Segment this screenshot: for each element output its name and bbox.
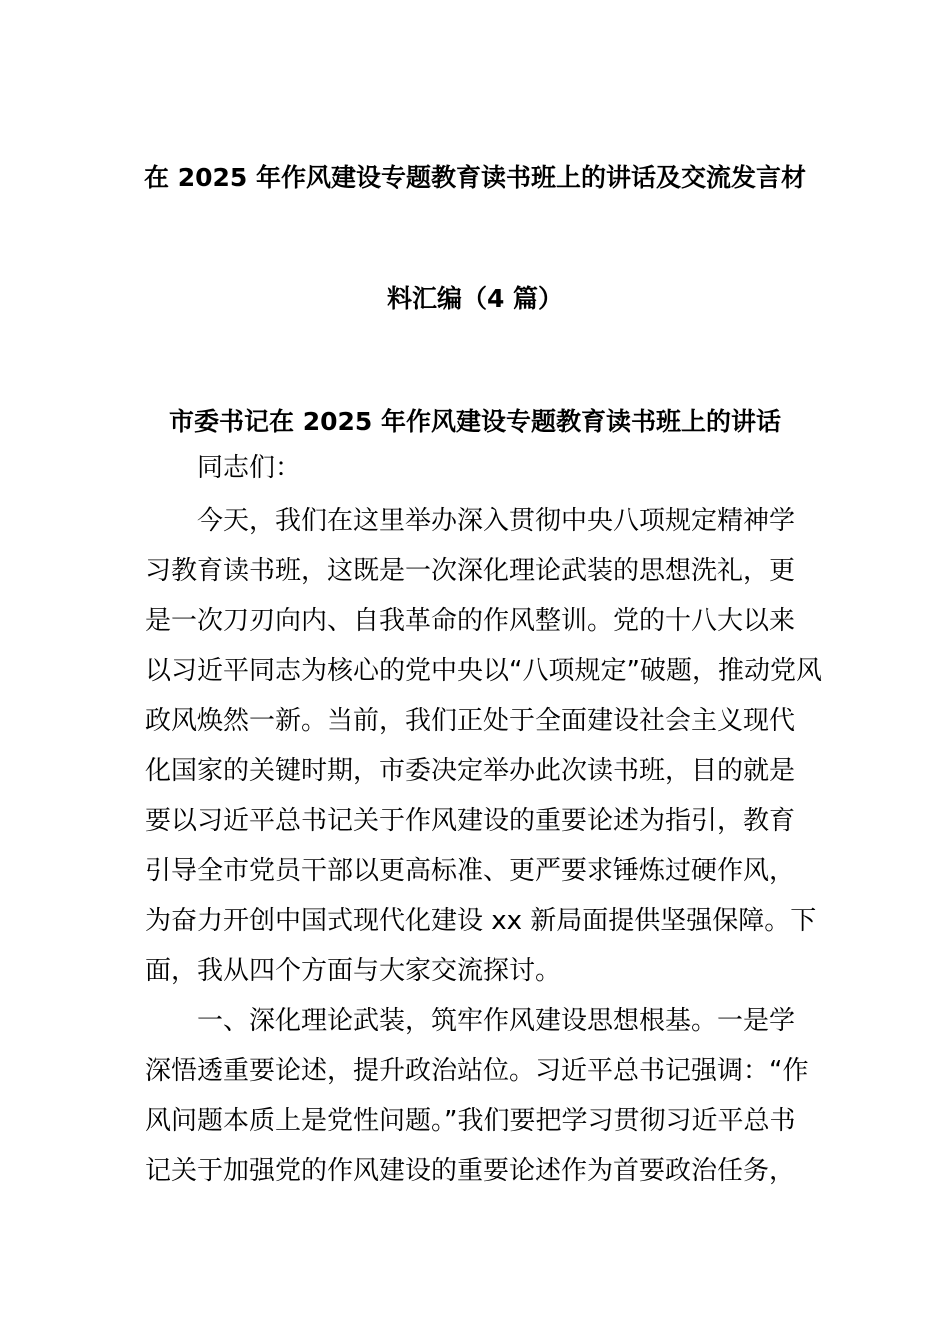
body-line: 记关于加强党的作风建设的重要论述作为首要政治任务， xyxy=(145,1156,796,1186)
section-heading: 市委书记在 2025 年作风建设专题教育读书班上的讲话 xyxy=(169,407,781,436)
body-line: 化国家的关键时期，市委决定举办此次读书班，目的就是 xyxy=(145,756,796,786)
body-line: 引导全市党员干部以更高标准、更严要求锤炼过硬作风， xyxy=(145,856,796,886)
body-line: 是一次刀刃向内、自我革命的作风整训。党的十八大以来 xyxy=(145,606,796,636)
document-title-line-1: 在 2025 年作风建设专题教育读书班上的讲话及交流发言材 xyxy=(144,163,806,192)
body-line: 今天，我们在这里举办深入贯彻中央八项规定精神学 xyxy=(145,506,796,536)
body-line: 政风焕然一新。当前，我们正处于全面建设社会主义现代 xyxy=(145,706,796,736)
body-line: 风问题本质上是党性问题。”我们要把学习贯彻习近平总书 xyxy=(145,1106,796,1136)
body-line: 为奋力开创中国式现代化建设 xx 新局面提供坚强保障。下 xyxy=(145,906,817,936)
document-title-line-2: 料汇编（4 篇） xyxy=(386,284,564,313)
body-line: 要以习近平总书记关于作风建设的重要论述为指引，教育 xyxy=(145,806,796,836)
body-line: 习教育读书班，这既是一次深化理论武装的思想洗礼，更 xyxy=(145,556,796,586)
body-line: 深悟透重要论述，提升政治站位。习近平总书记强调：“作 xyxy=(145,1056,809,1086)
body-line: 以习近平同志为核心的党中央以“八项规定”破题，推动党风 xyxy=(145,656,822,686)
body-line: 同志们： xyxy=(145,453,302,483)
body-line: 一、深化理论武装，筑牢作风建设思想根基。一是学 xyxy=(145,1006,796,1036)
body-line: 面，我从四个方面与大家交流探讨。 xyxy=(145,956,562,986)
